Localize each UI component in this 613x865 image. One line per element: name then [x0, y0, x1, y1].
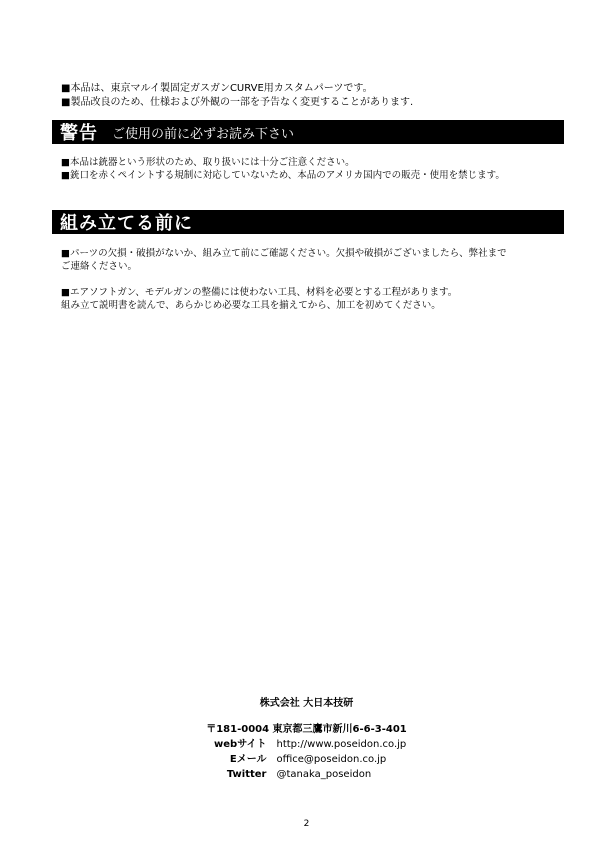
warning-line: ■銃口を赤くペイントする規制に対応していないため、本品のアメリカ国内での販売・使用を禁じます。 — [61, 170, 505, 181]
assembly-line: ■パーツの欠損・破損がないか、組み立て前にご確認ください。欠損や破損がございましたら、弊社まで — [61, 248, 507, 259]
web-link[interactable]: http://www.poseidon.co.jp — [276, 739, 407, 750]
page-number: 2 — [303, 819, 310, 829]
warning-line: ■本品は銃器という形状のため、取り扱いには十分ご注意ください。 — [61, 157, 355, 168]
warning-subtitle: ご使用の前に必ずお読み下さい — [112, 126, 295, 142]
assembly-body — [61, 247, 561, 312]
intro-line: ■製品改良のため、仕様および外観の一部を予告なく変更することがあります. — [61, 97, 414, 108]
email-label: Eメール — [229, 754, 267, 765]
warning-header — [52, 120, 564, 144]
email-link[interactable]: office@poseidon.co.jp — [276, 754, 387, 765]
assembly-title: 組み立てる前に — [60, 213, 193, 234]
warning-body — [61, 156, 561, 182]
assembly-line: ■エアソフトガン、モデルガンの整備には使わない工具、材料を必要とする工程があります。 — [61, 287, 458, 298]
contact-row-email — [0, 752, 613, 767]
contact-row-twitter — [0, 767, 613, 782]
company-name: 株式会社 大日本技研 — [259, 698, 354, 709]
contact-block — [0, 722, 613, 782]
address: 〒181-0004 東京都三鷹市新川6-6-3-401 — [206, 724, 407, 735]
contact-row-web — [0, 737, 613, 752]
assembly-line: ご連絡ください。 — [61, 261, 138, 272]
assembly-line: 組み立て説明書を読んで、あらかじめ必要な工具を揃えてから、加工を初めてください。 — [61, 300, 441, 311]
intro-line: ■本品は、東京マルイ製固定ガスガンCURVE用カスタムパーツです。 — [61, 83, 373, 94]
intro-notes — [61, 82, 561, 110]
web-label: webサイト — [214, 739, 267, 750]
assembly-header — [52, 210, 564, 234]
twitter-handle[interactable]: @tanaka_poseidon — [276, 769, 372, 780]
twitter-label: Twitter — [226, 769, 267, 780]
warning-title: 警告 — [60, 123, 98, 144]
